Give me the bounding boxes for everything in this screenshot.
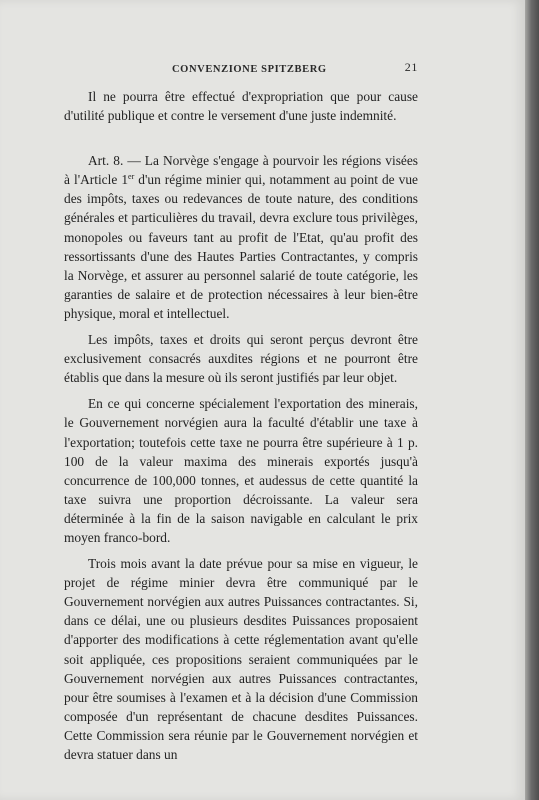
paragraph-exportation: En ce qui concerne spécialement l'exportation des minerais, le Gouvernement norvégien aura la faculté d'établir une taxe à l'exportation; toutefois cette taxe ne pourra être supérieure à 1 p. 100 de la valeur maxima des minerais exportés jusqu'à concurrence de 100,000 tonnes, et audessus de cette quantité la taxe suivra une proportion décroissante. La valeur sera déterminée à la fin de la saison navigable en calculant le prix moyen franco-bord. — [64, 396, 418, 545]
paragraph-article-8: Art. 8. — La Norvège s'engage à pourvoir les régions visées à l'Article 1er d'un régime minier qui, notamment au point de vue des impôts, taxes ou redevances de toute nature, des conditions générales et particulières du travail, devra exclure tous privilèges, monopoles ou faveurs tant au profit de l'Etat, qu'au profit des ressortissants d'une des Hautes Parties Contractantes, y compris la Norvège, et assurer au personnel salarié de toute catégorie, les garanties de salaire et de protection nécessaires à leur bien-être physique, moral et intellectuel. — [64, 153, 418, 321]
paragraph-regime-minier: Trois mois avant la date prévue pour sa mise en vigueur, le projet de régime minier devra être communiqué par le Gouvernement norvégien aux autres Puissances contractantes. Si, dans ce délai, une ou plusieurs desdites Puissances proposaient d'apporter des modifications à cette réglementation avant qu'elle soit appliquée, ces propositions seraient communiquées par le Gouvernement norvégien aux autres Puissances contractantes, pour être soumises à l'examen et à la décision d'une Commission composée d'un représentant de chacune desdites Puissances. Cette Commission sera réunie par le Gouvernement norvégien et devra statuer dans un — [64, 556, 418, 762]
body-text — [64, 87, 418, 764]
page-number: 21 — [404, 60, 418, 74]
section-gap — [64, 125, 418, 144]
running-title: CONVENZIONE SPITZBERG — [172, 64, 327, 75]
book-gutter-shadow — [525, 0, 539, 800]
paragraph-expropriation: Il ne pourra être effectué d'expropriation que pour cause d'utilité publique et contre le versement d'une juste indemnité. — [64, 89, 418, 124]
paragraph-taxes: Les impôts, taxes et droits qui seront perçus devront être exclusivement consacrés auxdites régions et ne pourront être établis que dans la mesure où ils seront justifiés par leur objet. — [64, 332, 418, 386]
